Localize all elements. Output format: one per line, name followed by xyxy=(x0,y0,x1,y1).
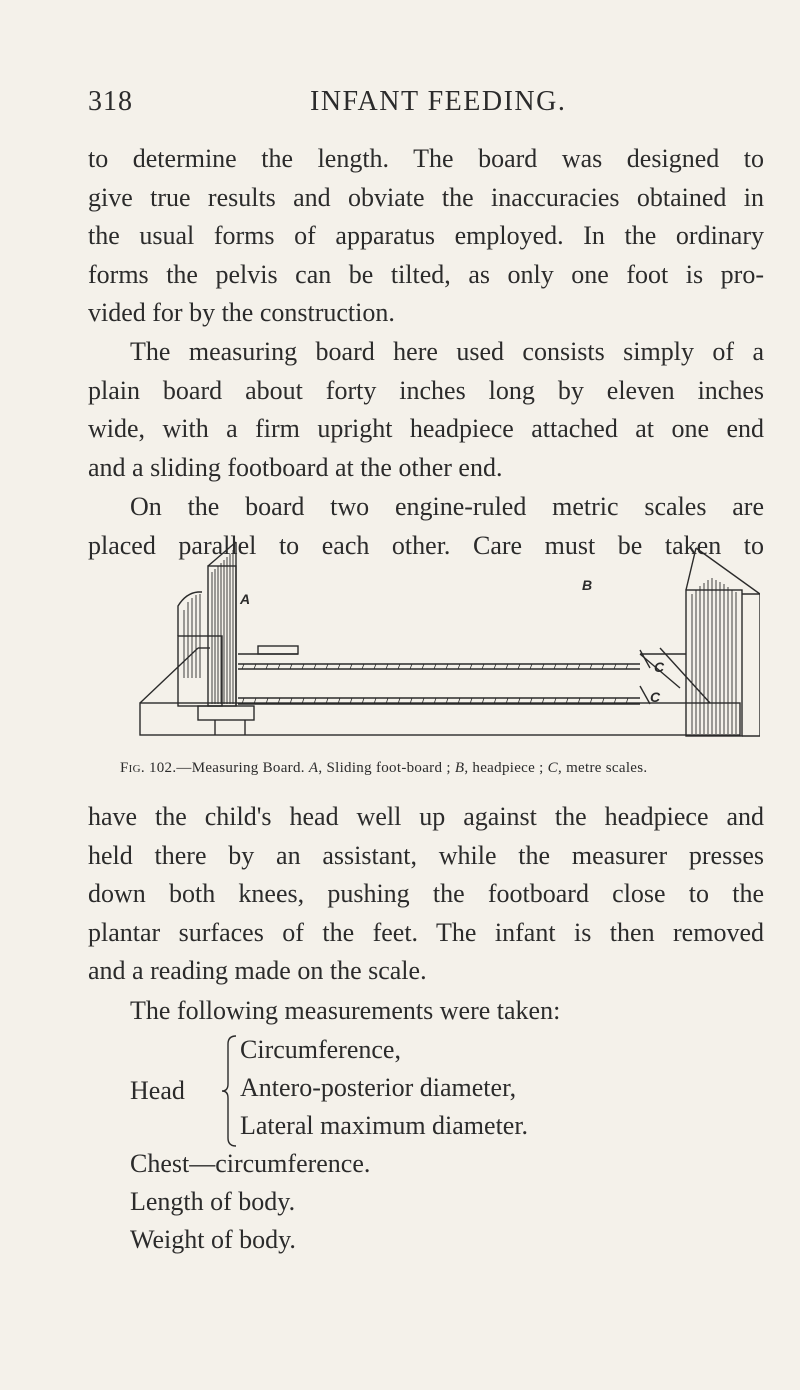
scale-tick xyxy=(386,664,388,669)
brace-icon xyxy=(222,1034,242,1148)
text-line: the usual forms of apparatus employed. In the ordinary xyxy=(88,221,764,251)
scale-tick xyxy=(530,664,532,669)
caption-figure-number: Fig. 102. xyxy=(120,760,177,776)
scale-tick xyxy=(482,664,484,669)
caption-title: —Measuring Board. xyxy=(176,760,305,776)
scale-tick xyxy=(314,664,316,669)
scale-tick xyxy=(614,664,616,669)
figure-caption xyxy=(120,760,760,777)
scale-tick xyxy=(350,664,352,669)
text-line: placed parallel to each other. Care must be taken to xyxy=(88,530,764,560)
text-line: On the board two engine-ruled metric scales are xyxy=(130,492,764,521)
scale-tick xyxy=(434,664,436,669)
label-c-lower: C xyxy=(650,689,661,705)
measurement-item: Chest—circumference. xyxy=(130,1149,371,1178)
scale-tick xyxy=(338,664,340,669)
scale-tick xyxy=(554,664,556,669)
text-line: vided for by the construction. xyxy=(88,298,395,328)
paragraph-5 xyxy=(88,992,764,1031)
head-item: Circumference, xyxy=(240,1035,401,1064)
scale-tick xyxy=(266,664,268,669)
label-a: A xyxy=(240,591,251,607)
scale-tick xyxy=(506,664,508,669)
scale-tick xyxy=(242,664,244,669)
scale-tick xyxy=(518,664,520,669)
scale-tick xyxy=(374,664,376,669)
scale-tick xyxy=(398,664,400,669)
label-c-upper: C xyxy=(654,659,665,675)
scale-tick xyxy=(422,664,424,669)
scale-tick xyxy=(458,664,460,669)
caption-text-c: , metre scales. xyxy=(557,760,648,776)
caption-key-c: C xyxy=(547,760,558,776)
scale-tick xyxy=(542,664,544,669)
text-line: wide, with a firm upright headpiece attached at one end xyxy=(88,414,764,444)
head-item: Antero-posterior diameter, xyxy=(240,1073,517,1102)
text-line: plain board about forty inches long by eleven inches xyxy=(88,375,764,405)
measurement-item: Weight of body. xyxy=(130,1225,296,1254)
caption-text-a: , Sliding foot-board ; xyxy=(318,760,451,776)
scale-tick xyxy=(362,664,364,669)
running-head: INFANT FEEDING. xyxy=(310,86,567,117)
text-line: The measuring board here used consists simply of a xyxy=(130,337,764,366)
text-line: and a reading made on the scale. xyxy=(88,956,427,986)
scale-tick xyxy=(626,664,628,669)
caption-key-b: B xyxy=(454,760,465,776)
text-line: and a sliding footboard at the other end. xyxy=(88,452,503,482)
text-line: forms the pelvis can be tilted, as only one foot is pro- xyxy=(88,259,764,289)
text-line: down both knees, pushing the footboard close to the xyxy=(88,879,764,909)
scale-tick xyxy=(410,664,412,669)
scale-tick xyxy=(578,664,580,669)
footboard-foot xyxy=(198,706,254,720)
measurement-item: Length of body. xyxy=(130,1187,296,1216)
paragraph-1 xyxy=(88,140,764,333)
caption-text-b: , headpiece ; xyxy=(464,760,544,776)
scale-tick xyxy=(494,664,496,669)
head-item: Lateral maximum diameter. xyxy=(240,1111,529,1140)
board-base xyxy=(140,703,740,735)
text-line: held there by an assistant, while the measurer presses xyxy=(88,840,764,870)
scale-tick xyxy=(302,664,304,669)
paragraph-4 xyxy=(88,798,764,991)
label-b: B xyxy=(582,577,593,593)
head-label: Head xyxy=(130,1076,185,1105)
scale-tick xyxy=(290,664,292,669)
scale-tick xyxy=(446,664,448,669)
scale-tick xyxy=(326,664,328,669)
scale-tick xyxy=(278,664,280,669)
text-line: plantar surfaces of the feet. The infant is then removed xyxy=(88,917,764,947)
sliding-handle xyxy=(258,646,298,654)
board-left-slant xyxy=(140,648,198,703)
headpiece xyxy=(686,590,742,736)
caption-key-a: A xyxy=(308,760,319,776)
text-line: The following measurements were taken: xyxy=(130,996,561,1025)
measuring-board-figure xyxy=(120,538,760,740)
text-line: give true results and obviate the inaccuracies obtained in xyxy=(88,182,764,212)
page-header xyxy=(88,86,760,126)
scale-tick xyxy=(602,664,604,669)
scale-tick xyxy=(590,664,592,669)
footboard-curve xyxy=(178,592,202,636)
scale-tick xyxy=(470,664,472,669)
text-line: to determine the length. The board was designed to xyxy=(88,144,764,173)
page-number: 318 xyxy=(88,86,133,117)
scale-tick xyxy=(254,664,256,669)
text-line: have the child's head well up against the headpiece and xyxy=(88,802,764,831)
paragraph-2 xyxy=(88,333,764,487)
scale-tick xyxy=(566,664,568,669)
